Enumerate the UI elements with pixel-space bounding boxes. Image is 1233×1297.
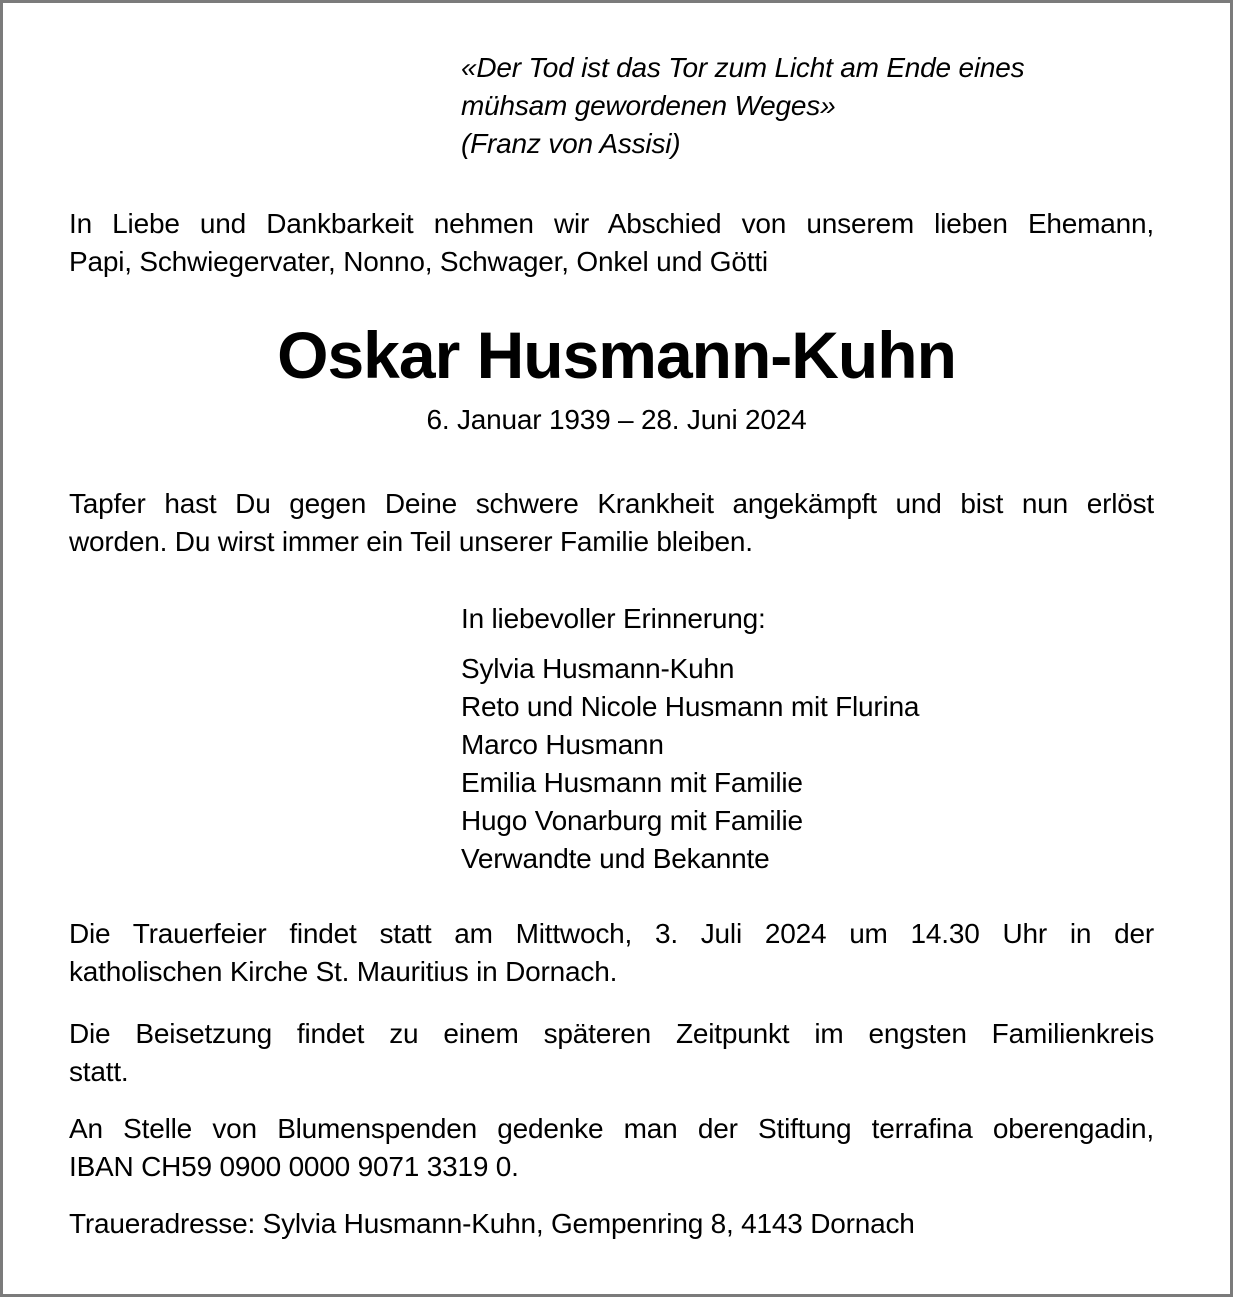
intro-line: In Liebe und Dankbarkeit nehmen wir Abschied von unserem lieben Ehemann,: [69, 208, 1154, 239]
quote-attribution: (Franz von Assisi): [461, 128, 681, 159]
deceased-name: Oskar Husmann-Kuhn: [277, 318, 956, 392]
mourner-name: Sylvia Husmann-Kuhn: [461, 653, 735, 684]
burial-line: Die Beisetzung findet zu einem späteren Zeitpunkt im engsten Familienkreis: [69, 1018, 1154, 1049]
intro-paragraph: [69, 205, 1154, 281]
burial-line: statt.: [69, 1056, 129, 1087]
quote-line: mühsam gewordenen Weges»: [461, 90, 836, 121]
opening-quote: [461, 49, 1024, 163]
burial-paragraph: [69, 1015, 1154, 1091]
mourner-name: Reto und Nicole Husmann mit Flurina: [461, 691, 920, 722]
service-line: Die Trauerfeier findet statt am Mittwoch, 3. Juli 2024 um 14.30 Uhr in der: [69, 918, 1154, 949]
quote-line: «Der Tod ist das Tor zum Licht am Ende eines: [461, 52, 1025, 83]
donation-iban-line: IBAN CH59 0900 0000 9071 3319 0.: [69, 1151, 519, 1182]
mourner-name: Verwandte und Bekannte: [461, 843, 770, 874]
mourners-list: [461, 650, 919, 878]
funeral-service-paragraph: [69, 915, 1154, 991]
mourner-name: Hugo Vonarburg mit Familie: [461, 805, 803, 836]
farewell-paragraph: [69, 485, 1154, 561]
service-line: katholischen Kirche St. Mauritius in Dornach.: [69, 956, 618, 987]
memorial-heading: In liebevoller Erinnerung:: [461, 603, 766, 634]
donation-paragraph: [69, 1110, 1154, 1186]
mourning-address: [69, 1205, 1154, 1243]
intro-line: Papi, Schwiegervater, Nonno, Schwager, Onkel und Götti: [69, 246, 768, 277]
life-dates: 6. Januar 1939 – 28. Juni 2024: [426, 404, 807, 435]
mourner-name: Marco Husmann: [461, 729, 664, 760]
mourning-address-line: Traueradresse: Sylvia Husmann-Kuhn, Gempenring 8, 4143 Dornach: [69, 1208, 915, 1239]
farewell-line: Tapfer hast Du gegen Deine schwere Krankheit angekämpft und bist nun erlöst: [69, 488, 1154, 519]
mourner-name: Emilia Husmann mit Familie: [461, 767, 803, 798]
farewell-line: worden. Du wirst immer ein Teil unserer Familie bleiben.: [69, 526, 753, 557]
donation-line: An Stelle von Blumenspenden gedenke man der Stiftung terrafina oberengadin,: [69, 1113, 1154, 1144]
